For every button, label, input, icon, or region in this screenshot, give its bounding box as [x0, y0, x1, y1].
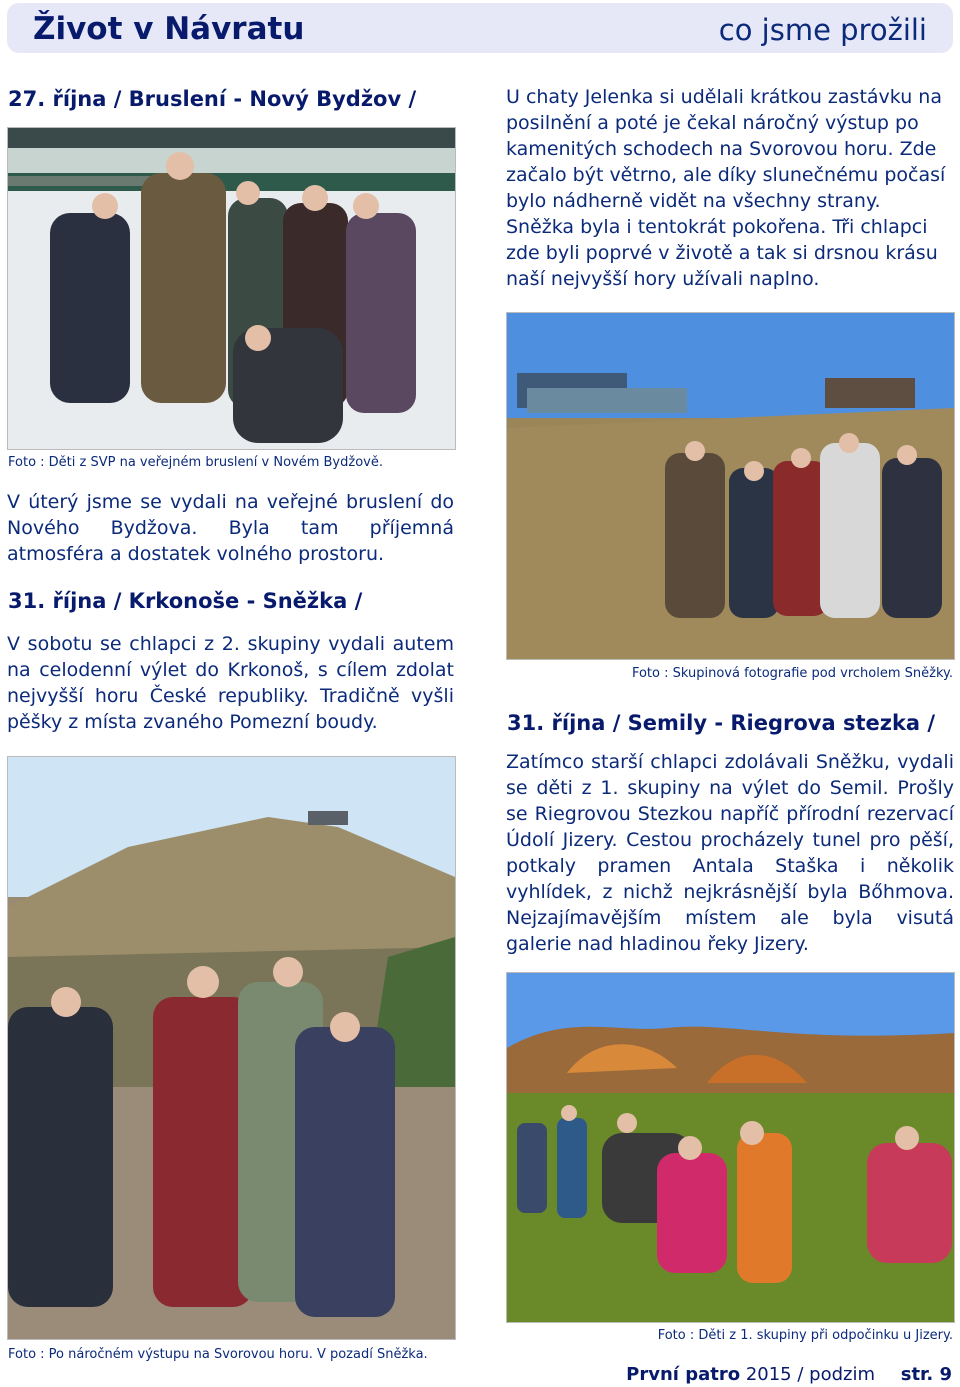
- photo-snezka-group: [506, 312, 955, 660]
- magazine-section-title: Život v Návratu: [33, 11, 305, 47]
- footer-magazine: První patro: [626, 1364, 741, 1385]
- caption-snezka: Foto : Po náročném výstupu na Svorovou horu. V pozadí Sněžka.: [8, 1347, 428, 1362]
- photo-ice-skating: [7, 127, 456, 450]
- photo-jizera-rest: [506, 972, 955, 1323]
- text-snezka: V sobotu se chlapci z 2. skupiny vydali autem na celodenní výlet do Krkonoš, s cílem zdolat nejvyšší horu České republiky. Tradičně vyšli pěšky z místa zvaného Pomezní boudy.: [7, 633, 454, 733]
- footer-issue: 2015 / podzim: [745, 1364, 875, 1385]
- page-header: [7, 3, 953, 53]
- heading-semily: 31. října / Semily - Riegrova stezka /: [507, 711, 936, 735]
- text-snezka-continued: U chaty Jelenka si udělali krátkou zastávku na posilnění a poté je čekal náročný výstup po kamenitých schodech na Svorovou horu. Zde začalo být větrno, ale díky slunečnému počasí bylo nádherně vidět na všechny strany. Sněžka byla i tentokrát pokořena. Tři chlapci zde byli poprvé v životě a tak si drsnou krásu naší nejvyšší hory užívali naplno.: [506, 86, 946, 290]
- heading-snezka: 31. října / Krkonoše - Sněžka /: [8, 589, 363, 613]
- page-footer: [626, 1364, 952, 1385]
- caption-bruslení: Foto : Děti z SVP na veřejném bruslení v Novém Bydžově.: [8, 455, 383, 470]
- footer-page-number: str. 9: [900, 1364, 952, 1385]
- caption-snezka-group: Foto : Skupinová fotografie pod vrcholem Sněžky.: [631, 666, 953, 681]
- section-subtitle: co jsme prožili: [718, 13, 927, 47]
- text-bruslení: V úterý jsme se vydali na veřejné bruslení do Nového Bydžova. Byla tam příjemná atmosféra a dostatek volného prostoru.: [7, 491, 454, 565]
- text-semily: Zatímco starší chlapci zdolávali Sněžku, vydali se děti z 1. skupiny na výlet do Semil. Prošly se Riegrovou Stezkou napříč přírodní rezervací Údolí Jizery. Cestou procházely tunel pro pěší, potkaly pramen Antala Staška i několik vyhlídek, z nichž nejkrásnější byla Bőhmova. Nejzajímavějším místem ale byla visutá galerie nad hladinou řeky Jizery.: [506, 751, 954, 955]
- photo-svorova-hora: [7, 756, 456, 1340]
- heading-bruslení: 27. října / Bruslení - Nový Bydžov /: [8, 87, 417, 111]
- caption-semily: Foto : Děti z 1. skupiny při odpočinku u Jizery.: [657, 1328, 953, 1343]
